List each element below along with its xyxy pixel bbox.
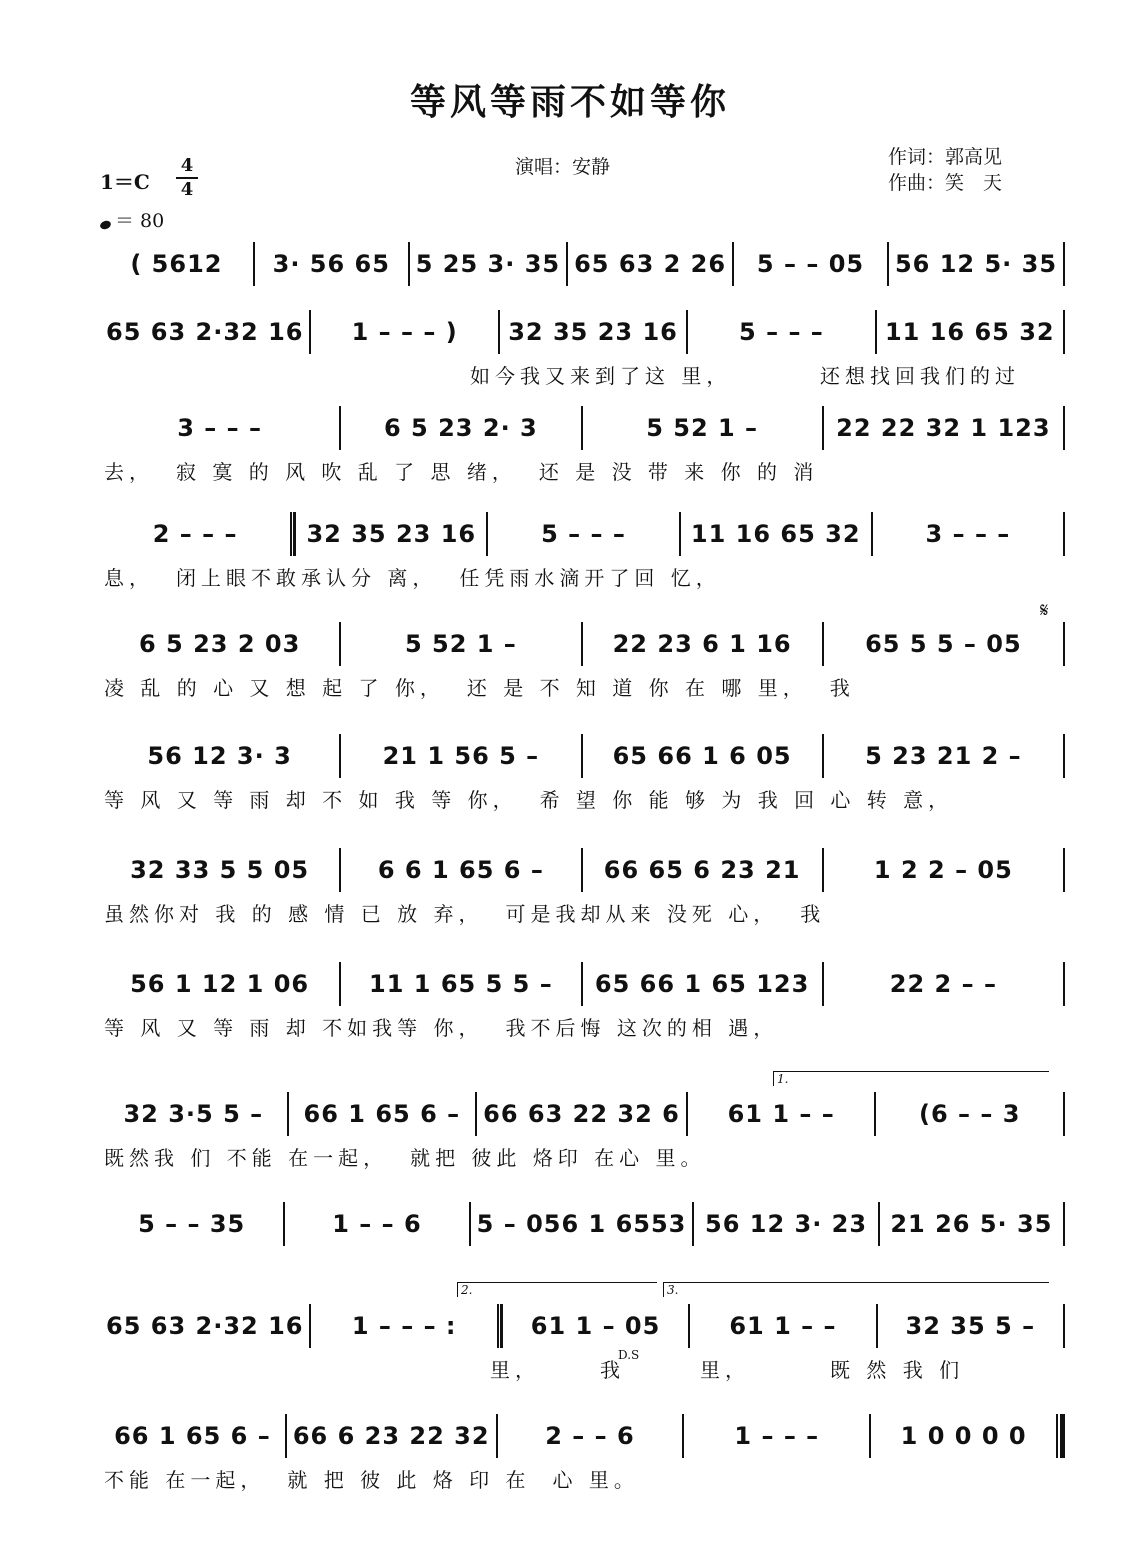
barline xyxy=(1063,512,1065,556)
lyricist-credit: 作词：郭高见 xyxy=(888,146,1003,168)
lyric-segment: 就 把 彼 此 烙 印 在 xyxy=(287,1468,531,1492)
measure: 66 1 65 6 – xyxy=(114,1422,271,1450)
lyrics-line xyxy=(100,452,1065,492)
measure: 1 0 0 0 0 xyxy=(900,1422,1027,1450)
lyrics-line xyxy=(100,558,1065,598)
lyrics-line xyxy=(100,1350,1065,1390)
lyrics-line xyxy=(100,668,1065,708)
measure: 61 1 – – xyxy=(729,1312,837,1340)
lyrics-line xyxy=(100,1460,1065,1500)
measure: 65 66 1 6 05 xyxy=(612,742,792,770)
lyric-segment: 息， xyxy=(104,566,154,590)
singer-credit: 演唱：安静 xyxy=(515,156,611,178)
measure: 6 5 23 2· 3 xyxy=(384,414,538,442)
measure: 3 – – – xyxy=(177,414,262,442)
measure: 1 – – 6 xyxy=(332,1210,422,1238)
time-signature-top: 4 xyxy=(180,155,194,176)
measure: 2 – – – xyxy=(152,520,238,548)
barline xyxy=(1063,848,1065,892)
measure: 66 6 23 22 32 xyxy=(292,1422,490,1450)
measure: 22 2 – – xyxy=(889,970,997,998)
measure: 65 63 2 26 xyxy=(574,250,727,278)
measure: 5 52 1 – xyxy=(646,414,759,442)
volta-3-bracket: 3. xyxy=(663,1282,1049,1297)
measure: 1 – – – : xyxy=(351,1312,457,1340)
volta-1-bracket: 1. xyxy=(773,1071,1049,1086)
barline xyxy=(1063,1092,1065,1136)
lyric-segment: 既 然 我 们 xyxy=(830,1358,965,1382)
lyric-segment: 去， xyxy=(104,460,154,484)
measure: ( 5612 xyxy=(130,250,223,278)
lyric-segment: 里， xyxy=(700,1358,750,1382)
lyric-segment: 我不后悔 这次的相 遇， xyxy=(505,1016,779,1040)
score-row xyxy=(100,620,1065,708)
measure: 6 6 1 65 6 – xyxy=(377,856,544,884)
lyrics-line xyxy=(100,894,1065,934)
measure: 61 1 – – xyxy=(727,1100,835,1128)
notation-line xyxy=(100,404,1065,452)
score-row xyxy=(100,510,1065,598)
lyric-segment: 不能 在一起， xyxy=(104,1468,266,1492)
lyric-segment: 心 里。 xyxy=(552,1468,639,1492)
notation-line xyxy=(100,1412,1065,1460)
song-title: 等风等雨不如等你 xyxy=(409,81,730,123)
score-row xyxy=(100,1302,1065,1390)
lyric-segment: 可是我却从来 没死 心， xyxy=(505,902,779,926)
measure: 32 35 23 16 xyxy=(306,520,477,548)
score-row xyxy=(100,308,1065,396)
score-row xyxy=(100,960,1065,1048)
lyric-segment: 闭上眼不敢承认分 离， xyxy=(176,566,438,590)
notation-line xyxy=(100,960,1065,1008)
barline xyxy=(1063,622,1065,666)
tempo-value: ＝ 80 xyxy=(115,210,165,232)
barline xyxy=(1063,310,1065,354)
measure: 22 23 6 1 16 xyxy=(612,630,792,658)
lyrics-line xyxy=(100,780,1065,820)
volta-2-bracket: 2. xyxy=(457,1282,657,1297)
lyric-segment: 还 是 不 知 道 你 在 哪 里， xyxy=(466,676,808,700)
lyric-segment: 任凭雨水滴开了回 忆， xyxy=(459,566,721,590)
lyric-segment: 还想找回我们的过 xyxy=(820,364,1020,388)
measure: 1 2 2 – 05 xyxy=(873,856,1013,884)
score-row xyxy=(100,732,1065,820)
measure: 5 – – 35 xyxy=(138,1210,246,1238)
lyrics-line xyxy=(100,356,1065,396)
measure: 32 3·5 5 – xyxy=(123,1100,264,1128)
lyric-segment: 我 xyxy=(829,676,855,700)
barline xyxy=(1063,1202,1065,1246)
notation-line xyxy=(100,620,1065,668)
dal-segno-label: D.S xyxy=(618,1348,640,1362)
lyric-segment: 就把 彼此 烙印 在心 里。 xyxy=(410,1146,706,1170)
measure: 1 – – – xyxy=(734,1422,820,1450)
measure: 5 23 21 2 – xyxy=(865,742,1022,770)
lyrics-line xyxy=(100,1008,1065,1048)
measure: 11 16 65 32 xyxy=(690,520,861,548)
measure: 21 1 56 5 – xyxy=(382,742,540,770)
measure: 5 – – – xyxy=(739,318,824,346)
barline xyxy=(1063,734,1065,778)
measure: 11 1 65 5 5 – xyxy=(369,970,553,998)
notation-line xyxy=(100,1200,1065,1248)
lyric-segment: 凌 乱 的 心 又 想 起 了 你， xyxy=(104,676,445,700)
lyric-segment: 寂 寞 的 风 吹 乱 了 思 绪， xyxy=(176,460,517,484)
notation-line xyxy=(100,308,1065,356)
measure: 2 – – 6 xyxy=(545,1422,635,1450)
tempo-marking xyxy=(100,206,164,233)
lyric-segment: 等 风 又 等 雨 却 不 如 我 等 你， xyxy=(104,788,518,812)
notation-line xyxy=(100,1302,1065,1350)
measure: 6 5 23 2 03 xyxy=(138,630,301,658)
lyric-segment: 里， xyxy=(490,1358,540,1382)
composer-credit: 作曲：笑 天 xyxy=(888,172,1003,194)
score-row xyxy=(100,1200,1065,1288)
measure: 56 1 12 1 06 xyxy=(130,970,310,998)
measure: 3· 56 65 xyxy=(272,250,390,278)
measure: 56 12 5· 35 xyxy=(894,250,1058,278)
lyric-segment: 希 望 你 能 够 为 我 回 心 转 意， xyxy=(539,788,954,812)
measure: 5 – 056 1 6553 xyxy=(476,1210,687,1238)
measure: 65 63 2·32 16 xyxy=(106,318,304,346)
lyrics-line xyxy=(100,1138,1065,1178)
quarter-note-icon xyxy=(99,219,112,230)
measure: 66 63 22 32 6 xyxy=(483,1100,680,1128)
barline xyxy=(1063,242,1065,286)
measure: 22 22 32 1 123 xyxy=(836,414,1051,442)
measure: 11 16 65 32 xyxy=(884,318,1055,346)
measure: 5 – – – xyxy=(541,520,626,548)
measure: 66 1 65 6 – xyxy=(303,1100,461,1128)
measure: 3 – – – xyxy=(925,520,1011,548)
measure: 32 33 5 5 05 xyxy=(130,856,310,884)
measure: (6 – – 3 xyxy=(919,1100,1021,1128)
lyric-segment: 如今我又来到了这 里， xyxy=(470,364,732,388)
notation-line xyxy=(100,1090,1065,1138)
measure: 21 26 5· 35 xyxy=(890,1210,1053,1238)
measure: 5 25 3· 35 xyxy=(415,250,561,278)
notation-line xyxy=(100,846,1065,894)
barline xyxy=(1063,962,1065,1006)
barline xyxy=(1063,1304,1065,1348)
measure: 5 52 1 – xyxy=(404,630,517,658)
measure: 5 – – 05 xyxy=(756,250,865,278)
barline xyxy=(1063,406,1065,450)
score-row xyxy=(100,404,1065,492)
lyric-segment: 我 xyxy=(600,1358,625,1382)
measure: 65 63 2·32 16 xyxy=(106,1312,304,1340)
measure: 56 12 3· 23 xyxy=(705,1210,868,1238)
lyric-segment: 还 是 没 带 来 你 的 消 xyxy=(538,460,819,484)
measure: 56 12 3· 3 xyxy=(147,742,292,770)
time-signature xyxy=(176,156,198,200)
lyric-segment: 虽然你对 我 的 感 情 已 放 弃， xyxy=(104,902,484,926)
measure: 66 65 6 23 21 xyxy=(603,856,801,884)
measure: 1 – – – ) xyxy=(351,318,458,346)
measure: 32 35 5 – xyxy=(905,1312,1036,1340)
segno-icon: 𝄋 xyxy=(1040,598,1049,622)
measure: 32 35 23 16 xyxy=(508,318,678,346)
time-signature-bottom: 4 xyxy=(180,179,194,200)
score-row xyxy=(100,1090,1065,1178)
notation-line xyxy=(100,732,1065,780)
key-signature: 1＝C xyxy=(100,170,150,194)
lyric-segment: 既然我 们 不能 在一起， xyxy=(104,1146,389,1170)
lyric-segment: 我 xyxy=(800,902,826,926)
notation-line xyxy=(100,240,1065,288)
lyric-segment: 等 风 又 等 雨 却 不如我等 你， xyxy=(104,1016,484,1040)
score-row xyxy=(100,846,1065,934)
notation-line xyxy=(100,510,1065,558)
measure: 65 5 5 – 05 xyxy=(865,630,1022,658)
barline xyxy=(1056,1414,1065,1458)
measure: 61 1 – 05 xyxy=(530,1312,661,1340)
score-row xyxy=(100,1412,1065,1500)
measure: 65 66 1 65 123 xyxy=(594,970,810,998)
